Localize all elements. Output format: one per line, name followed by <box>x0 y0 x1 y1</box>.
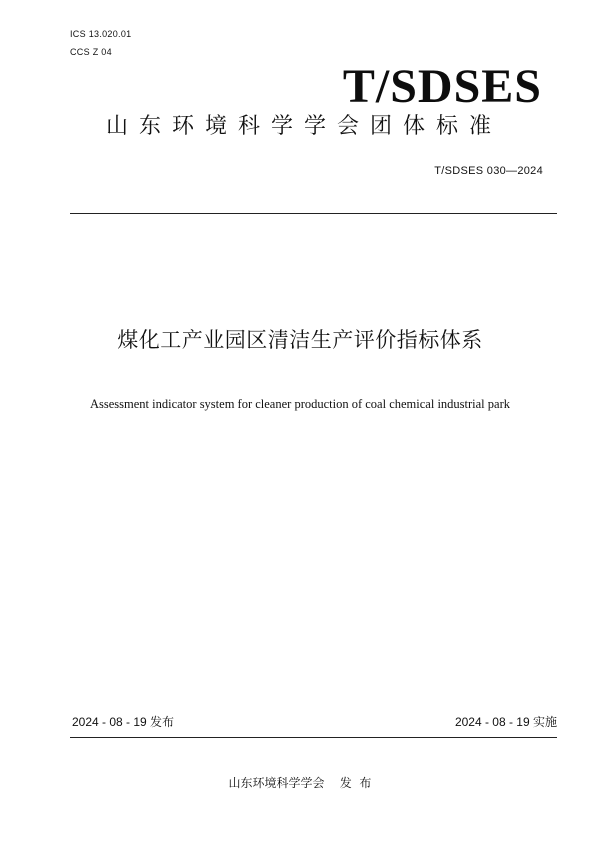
standard-brand-logo: T/SDSES <box>342 60 542 113</box>
ccs-code: CCS Z 04 <box>70 47 112 57</box>
organization-title: 山东环境科学学会团体标准 <box>105 114 502 139</box>
release-date: 2024 - 08 - 19 发布 <box>72 715 175 729</box>
top-divider <box>70 213 557 214</box>
implementation-date: 2024 - 08 - 19 实施 <box>454 715 557 729</box>
document-title-english: Assessment indicator system for cleaner production of coal chemical industrial park <box>89 397 510 411</box>
ics-code: ICS 13.020.01 <box>70 29 132 39</box>
document-title-chinese: 煤化工产业园区清洁生产评价指标体系 <box>117 328 483 352</box>
bottom-divider <box>70 737 557 738</box>
standard-number: T/SDSES 030—2024 <box>434 165 543 177</box>
publisher-line: 山东环境科学学会 发 布 <box>228 776 372 790</box>
